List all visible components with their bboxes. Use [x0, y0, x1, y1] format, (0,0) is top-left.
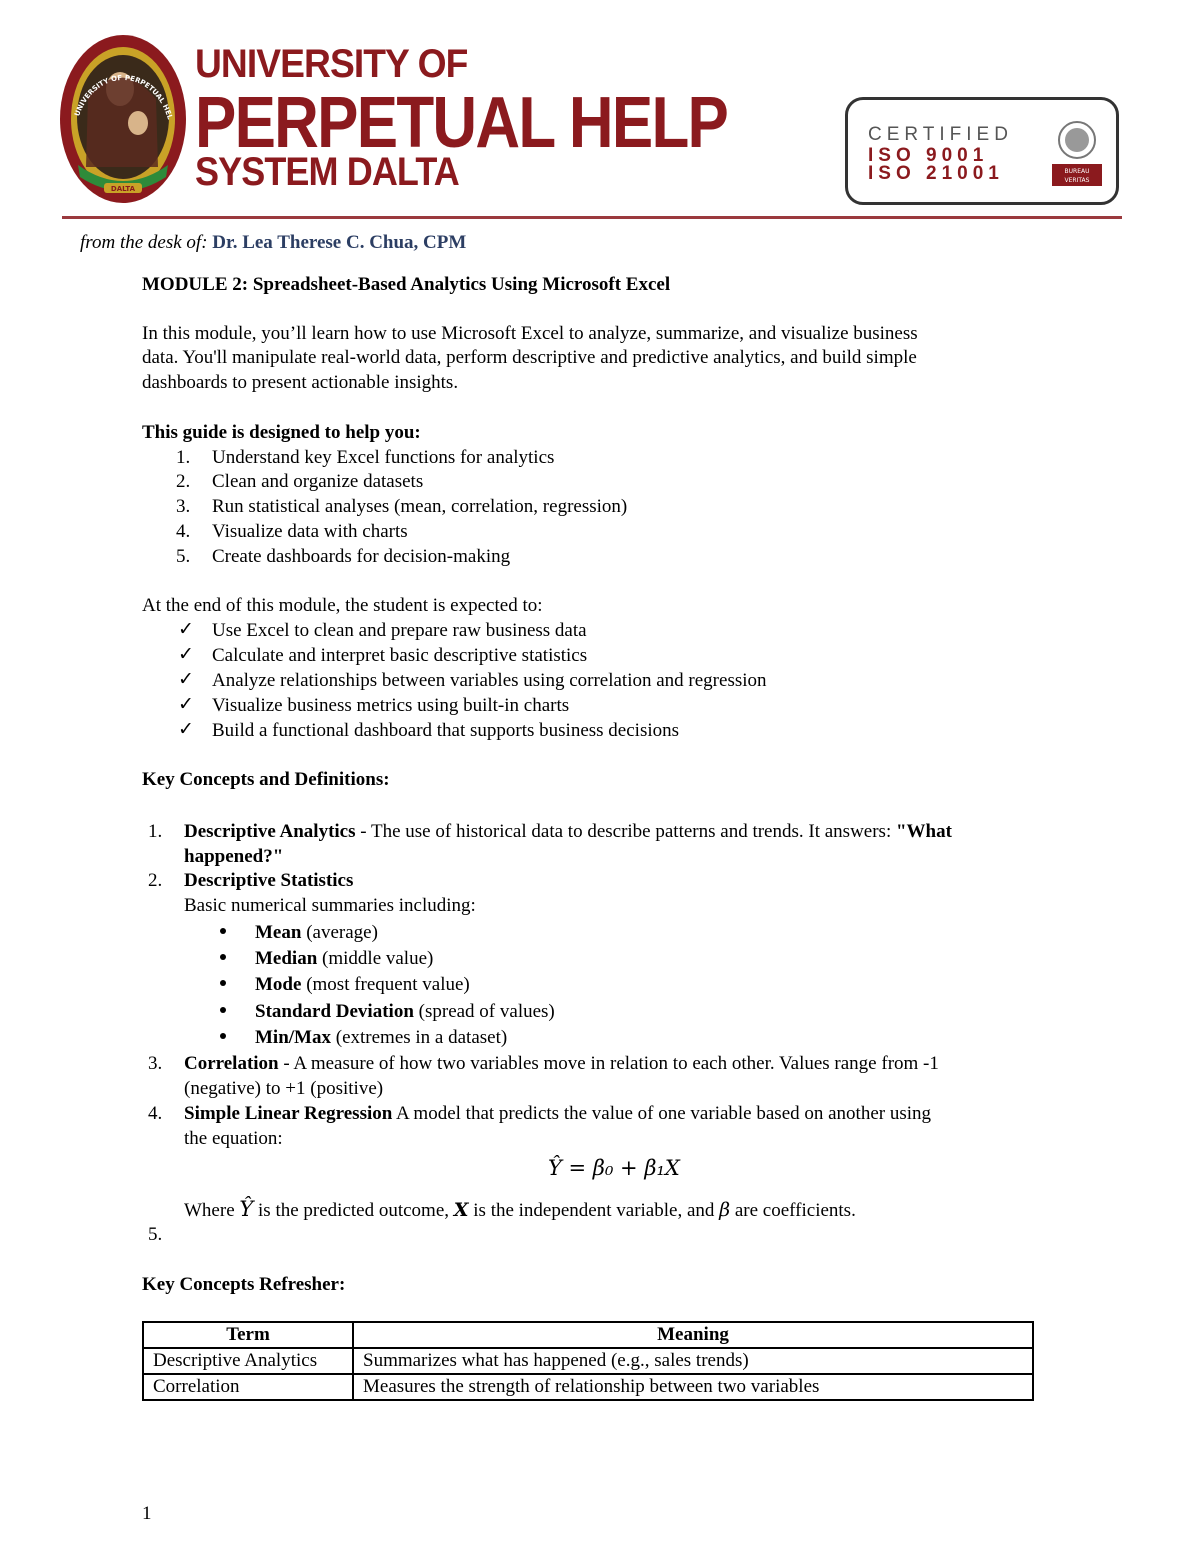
- checkmark-icon: ✓: [178, 718, 194, 740]
- module-title: MODULE 2: Spreadsheet-Based Analytics Using Microsoft Excel: [142, 274, 671, 295]
- list-item: Visualize data with charts: [212, 521, 408, 542]
- bureau-veritas-logo: [1048, 118, 1106, 188]
- list-item: Build a functional dashboard that supports business decisions: [212, 720, 680, 741]
- seal-banner-text: DALTA: [110, 185, 136, 193]
- list-item-number: 4.: [176, 521, 191, 542]
- concept-term: Correlation: [184, 1053, 279, 1074]
- table-cell: Measures the strength of relationship between two variables: [353, 1374, 1033, 1400]
- intro-line-2: data. You'll manipulate real-world data, perform descriptive and predictive analytics, and build simple: [142, 347, 917, 368]
- svg-text:BUREAU: BUREAU: [1064, 168, 1090, 175]
- concept-regression: [184, 1101, 931, 1126]
- checkmark-icon: ✓: [178, 668, 194, 690]
- university-name-line2: PERPETUAL HELP: [195, 83, 728, 163]
- concept-text: A model that predicts the value of one variable based on another using: [392, 1103, 932, 1124]
- concept-number: 3.: [148, 1053, 163, 1074]
- list-item: Understand key Excel functions for analytics: [212, 447, 555, 468]
- concept-number: 4.: [148, 1103, 163, 1124]
- concept-text: - The use of historical data to describe patterns and trends. It answers:: [355, 821, 896, 842]
- university-name-line3: SYSTEM DALTA: [195, 150, 459, 194]
- concept-number: 2.: [148, 870, 163, 891]
- concept-text-continued: the equation:: [184, 1128, 283, 1149]
- certified-label: CERTIFIED: [868, 124, 1013, 145]
- list-item-number: 3.: [176, 496, 191, 517]
- refresher-heading: Key Concepts Refresher:: [142, 1274, 346, 1295]
- list-item-number: 1.: [176, 447, 191, 468]
- iso-21001-label: ISO 21001: [868, 163, 1004, 184]
- concept-term: Descriptive Analytics: [184, 821, 356, 842]
- beta-symbol: β: [719, 1199, 731, 1221]
- table-row: [143, 1348, 1033, 1374]
- list-item: Use Excel to clean and prepare raw business data: [212, 620, 587, 641]
- list-item: Analyze relationships between variables using correlation and regression: [212, 670, 767, 691]
- author-name: Dr. Lea Therese C. Chua, CPM: [212, 232, 467, 253]
- list-item-number: 2.: [176, 471, 191, 492]
- checkmark-icon: ✓: [178, 618, 194, 640]
- table-cell: Correlation: [143, 1374, 353, 1400]
- list-item: Create dashboards for decision-making: [212, 546, 511, 567]
- y-hat-symbol: Ŷ: [239, 1197, 254, 1221]
- table-cell: Descriptive Analytics: [143, 1348, 353, 1374]
- bullet-icon: [220, 980, 226, 986]
- key-concepts-heading: Key Concepts and Definitions:: [142, 769, 390, 790]
- intro-line-1: In this module, you’ll learn how to use Microsoft Excel to analyze, summarize, and visualize business: [142, 323, 918, 344]
- iso-certification-badge: [845, 97, 1119, 205]
- list-item: Mean (average): [255, 922, 378, 943]
- concept-quote: "What: [895, 821, 952, 842]
- list-item: Mode (most frequent value): [255, 974, 470, 995]
- concept-descriptive-analytics: [184, 819, 952, 844]
- from-desk-label: from the desk of:: [80, 232, 208, 253]
- header-divider: [62, 216, 1122, 219]
- iso-9001-label: ISO 9001: [868, 145, 989, 166]
- list-item: Min/Max (extremes in a dataset): [255, 1027, 508, 1048]
- intro-line-3: dashboards to present actionable insights.: [142, 372, 459, 393]
- x-symbol: X: [453, 1199, 469, 1221]
- from-desk-line: [80, 232, 466, 254]
- column-header-meaning: Meaning: [353, 1322, 1033, 1348]
- checkmark-icon: ✓: [178, 693, 194, 715]
- concept-descriptive-statistics: Descriptive Statistics: [184, 870, 354, 891]
- concept-subtext: Basic numerical summaries including:: [184, 895, 476, 916]
- concept-number-empty: 5.: [148, 1224, 163, 1245]
- list-item: Calculate and interpret basic descriptive statistics: [212, 645, 588, 666]
- concept-correlation: [184, 1051, 939, 1076]
- table-header-row: [143, 1322, 1033, 1348]
- concept-term: Simple Linear Regression: [184, 1103, 393, 1124]
- concept-text: - A measure of how two variables move in relation to each other. Values range from -1: [278, 1053, 939, 1074]
- page-number: 1: [142, 1503, 152, 1524]
- svg-text:UNIVERSITY OF PERPETUAL HELP S: UNIVERSITY OF PERPETUAL HEL: [73, 73, 174, 121]
- university-name-line1: UNIVERSITY OF: [195, 42, 468, 86]
- bullet-icon: [220, 954, 226, 960]
- table-cell: Summarizes what has happened (e.g., sales trends): [353, 1348, 1033, 1374]
- checkmark-icon: ✓: [178, 643, 194, 665]
- column-header-term: Term: [143, 1322, 353, 1348]
- concept-quote-continued: happened?": [184, 846, 284, 867]
- equation-explanation: Where Ŷ is the predicted outcome, X is the independent variable, and β are coefficients.: [184, 1197, 856, 1221]
- list-item: Median (middle value): [255, 948, 434, 969]
- bullet-icon: [220, 928, 226, 934]
- university-seal-logo: [58, 27, 188, 207]
- list-item: Standard Deviation (spread of values): [255, 1001, 555, 1022]
- concept-text-continued: (negative) to +1 (positive): [184, 1078, 384, 1099]
- bullet-icon: [220, 1033, 226, 1039]
- list-item-number: 5.: [176, 546, 191, 567]
- regression-equation: Ŷ = β₀ + β₁X: [548, 1156, 680, 1180]
- key-concepts-refresher-table: [142, 1321, 1034, 1401]
- guide-heading: This guide is designed to help you:: [142, 422, 421, 443]
- list-item: Visualize business metrics using built-in charts: [212, 695, 570, 716]
- svg-text:VERITAS: VERITAS: [1064, 177, 1090, 184]
- table-row: [143, 1374, 1033, 1400]
- concept-number: 1.: [148, 821, 163, 842]
- list-item: Run statistical analyses (mean, correlation, regression): [212, 496, 628, 517]
- bullet-icon: [220, 1007, 226, 1013]
- outcomes-heading: At the end of this module, the student is expected to:: [142, 595, 543, 616]
- list-item: Clean and organize datasets: [212, 471, 424, 492]
